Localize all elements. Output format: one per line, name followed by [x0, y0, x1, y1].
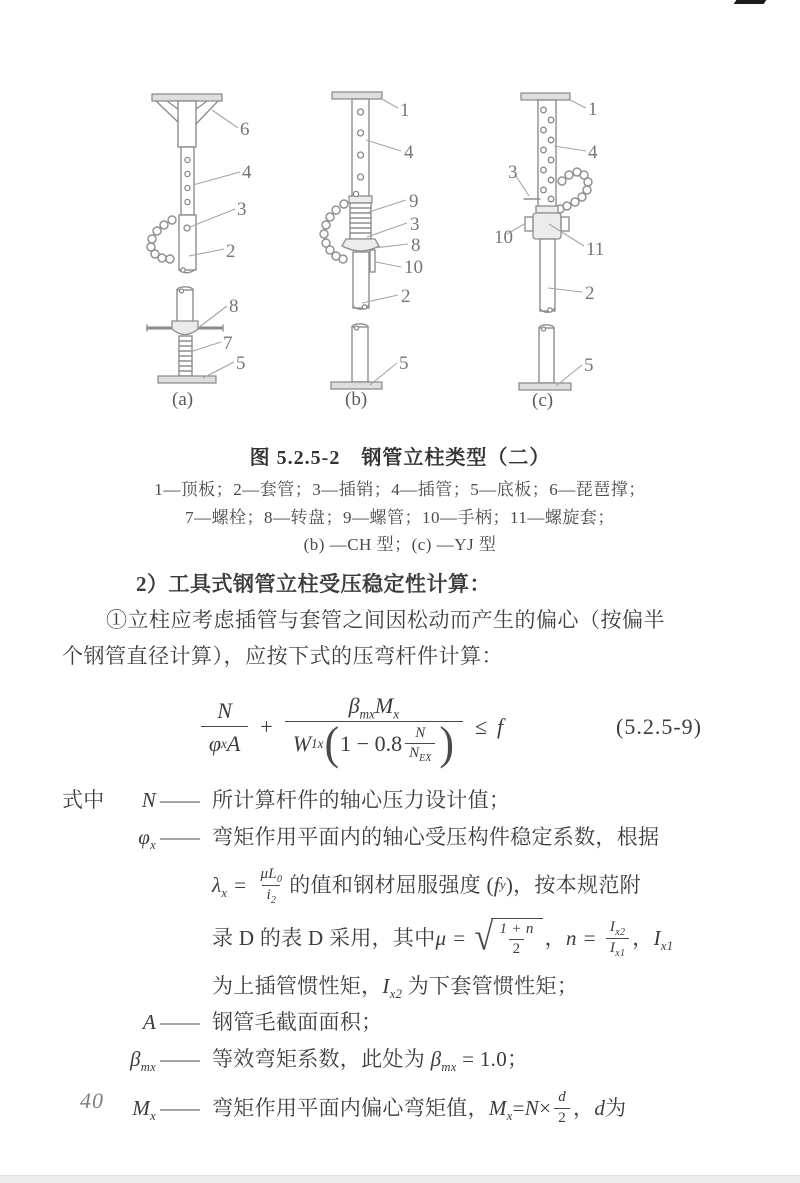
figure-5-2-5-2 — [0, 0, 800, 435]
subfigure-label-c: (c) — [532, 390, 554, 411]
callout-label: 3 — [410, 214, 420, 235]
nested-fraction: N $N_{EX}$ — [405, 725, 435, 763]
figure-legend-line-3: (b) —CH 型；(c) —YJ 型 — [303, 535, 497, 554]
fraction: $\frac{d}{2}$ — [554, 1089, 570, 1127]
fraction: $\frac{1 + n}{2}$ — [499, 920, 534, 958]
callout-label: 3 — [508, 162, 518, 183]
figure-legend-line-1: 1—顶板；2—套管；3—插销；4—插管；5—底板；6—琵琶撑； — [154, 480, 646, 499]
callout-label: 5 — [584, 355, 594, 376]
callout-label: 7 — [223, 333, 233, 354]
equation-5-2-5-9: N φ x A + $\beta_{mx}M_x$ W 1x ( 1 − 0.8 N $N_{EX}$ ) ≤ f (5.2.5-9) — [62, 684, 748, 770]
square-root: √ $\frac{1 + n}{2}$ — [475, 918, 543, 959]
inertia-line: 为上插管惯性矩，$I_{x2}$ 为下套管惯性矩； — [212, 974, 579, 1002]
callout-label: 8 — [411, 235, 421, 256]
callout-label: 4 — [404, 142, 414, 163]
callout-label: 5 — [236, 353, 246, 374]
equation-number: (5.2.5-9) — [616, 714, 702, 739]
callout-label: 3 — [237, 199, 247, 220]
definition-N: 式中 N —— 所计算杆件的轴心压力设计值； — [62, 788, 511, 812]
figure-caption: 图 5.2.5-2 钢管立柱类型（二） — [249, 447, 551, 469]
column-diagram-c — [507, 93, 592, 390]
definition-A: A —— 钢管毛截面面积； — [142, 1010, 383, 1034]
fraction: $\beta_{mx}M_x$ W 1x ( 1 − 0.8 N $N_{EX}$ ) — [285, 692, 463, 763]
subfigure-label-a: (a) — [172, 389, 194, 410]
fraction: $\frac{\mu L_0}{i_2}$ — [260, 866, 283, 906]
callout-label: 1 — [588, 99, 598, 120]
mu-formula-line: 录 D 的表 D 采用，其中 μ = √ $\frac{1 + n}{2}$ ， n = $\frac{I_{x2}}{I_{x1}}$ ， $I_{x1}$ — [212, 915, 674, 959]
callout-label: 9 — [409, 191, 419, 212]
lambda-formula-line: $\lambda_x$ = $\frac{\mu L_0}{i_2}$ 的值和钢材屈服强度 ( f y )，按本规范附 — [212, 866, 641, 906]
callout-label: 5 — [399, 353, 409, 374]
callout-label: 4 — [242, 162, 252, 183]
callout-label: 4 — [588, 142, 598, 163]
callout-label: 6 — [240, 119, 250, 140]
callout-label: 11 — [586, 239, 605, 260]
callout-label: 10 — [494, 227, 513, 248]
body-text — [62, 566, 748, 1138]
page-number: 40 — [80, 1088, 104, 1113]
scan-edge-band — [0, 1175, 800, 1183]
subfigure-label-b: (b) — [345, 389, 368, 410]
callout-label: 2 — [226, 241, 236, 262]
fraction: N φ x A — [201, 697, 248, 758]
callout-label: 1 — [400, 100, 410, 121]
paragraph-1: ①立柱应考虑插管与套管之间因松动而产生的偏心（按偏半 个钢管直径计算），应按下式的压弯杆件计算： — [62, 608, 665, 668]
callout-label: 2 — [585, 283, 595, 304]
moment-formula-line: 弯矩作用平面内偏心弯矩值， $M_x$ = N × $\frac{d}{2}$ ， d 为 — [212, 1089, 627, 1126]
callout-label: 2 — [401, 286, 411, 307]
symbol-definitions — [62, 782, 748, 1138]
fraction: $\frac{I_{x2}}{I_{x1}}$ — [606, 919, 629, 957]
callout-label: 8 — [229, 296, 239, 317]
column-diagram-b — [320, 92, 408, 389]
definition-M-x: $M_x$ —— 弯矩作用平面内偏心弯矩值， $M_x$ = N × $\frac{d}{2}$ ， d 为 — [62, 1078, 748, 1138]
section-heading: 2）工具式钢管立柱受压稳定性计算： — [136, 572, 491, 596]
callout-label: 10 — [404, 257, 423, 278]
figure-legend-line-2: 7—螺栓；8—转盘；9—螺管；10—手柄；11—螺旋套； — [185, 508, 615, 527]
definition-phi-x: $\varphi_x$ —— 弯矩作用平面内的轴心受压构件稳定系数，根据 $\lambda_x$ = $\frac{\mu L_0}{i_2}$ 的值和钢材屈服强度 ( f y )，按本规范附 录 D 的表 D 采用，其中 μ = √ $\frac{1 + n}{2}$ ， n = $\frac{I_{x2}}{I_{x1}}$ ， $I_{x1}$ 为上插管惯性矩，$I_{x2}$ 为下套管惯性矩； — [62, 819, 748, 1004]
definition-beta-mx: $\beta_{mx}$ —— 等效弯矩系数，此处为 $\beta_{mx} = 1.0$； — [129, 1047, 529, 1075]
